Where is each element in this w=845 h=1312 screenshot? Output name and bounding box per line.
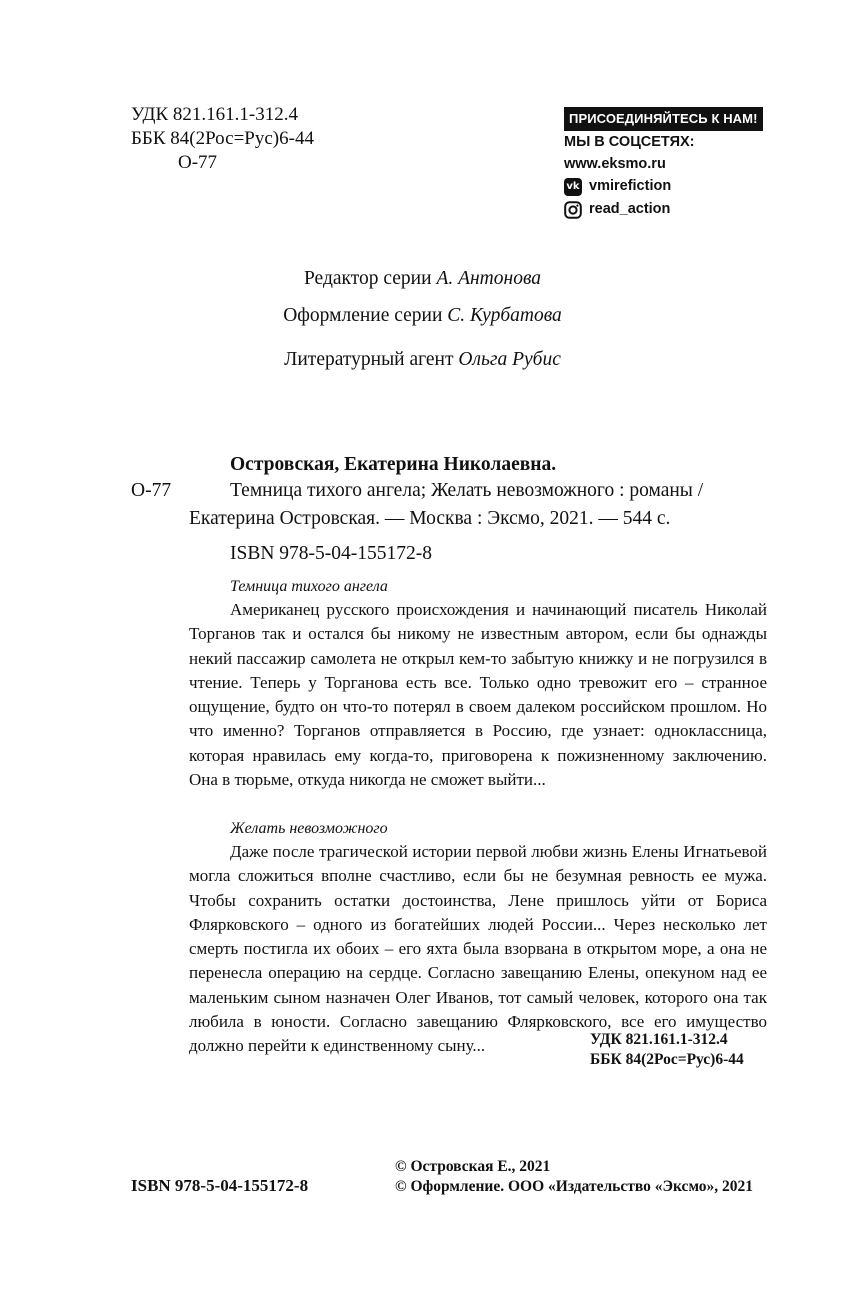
- bbk-code: ББК 84(2Рос=Рус)6-44: [131, 128, 314, 149]
- instagram-handle: read_action: [589, 201, 671, 217]
- udk-code-footer: УДК 821.161.1-312.4: [590, 1031, 728, 1048]
- vk-handle: vmirefiction: [589, 178, 672, 194]
- copyright-design: © Оформление. ООО «Издательство «Эксмо», 2021: [395, 1178, 754, 1195]
- vk-link[interactable]: [564, 175, 763, 198]
- series-editor: Редактор серии А. Антонова: [303, 268, 542, 289]
- annotation-title: Темница тихого ангела: [230, 578, 388, 595]
- social-block: [564, 107, 763, 221]
- author-mark: О-77: [178, 152, 218, 173]
- instagram-link[interactable]: [564, 198, 763, 221]
- annotation-text: Даже после трагической истории первой любви жизнь Елены Игнатьевой могла сложиться вполне счастливо, если бы не безумная ревность ее мужа. Чтобы сохранить остатки достоинства, Лене пришлось уйти от Бориса Флярковского – одного из богатейших людей России... Через несколько лет смерть постигла их обоих – его яхта была взорвана в открытом море, а она не перенесла операцию на сердце. Согласно завещанию Елены, опекуном над ее маленьким сыном назначен Олег Иванов, тот самый человек, которого она так любила в юности. Согласно завещанию Флярковского, все его имущество должно перейти к единственному сыну...: [189, 842, 767, 1056]
- website-link[interactable]: www.eksmo.ru: [564, 156, 666, 172]
- catalog-isbn: ISBN 978-5-04-155172-8: [230, 543, 433, 564]
- annotation-text: Американец русского происхождения и начинающий писатель Николай Торганов так и остался бы никому не известным автором, если бы однажды некий пассажир самолета не открыл кем-то забытую книжку и не погрузился в чтение. Теперь у Торганова есть все. Только одно тревожит его – странное ощущение, будто он что-то потерял в своем далеком российском прошлом. Но что именно? Торганов отправляется в Россию, где узнает: одноклассница, которая нравилась ему когда-то, приговорена к пожизненному заключению. Она в тюрьме, откуда никогда не сможет выйти...: [189, 600, 767, 790]
- udk-bbk-footer: [590, 1030, 744, 1070]
- designer-name: С. Курбатова: [447, 305, 562, 326]
- vk-icon: vk: [564, 178, 582, 196]
- copyright-author: © Островская Е., 2021: [395, 1158, 551, 1175]
- join-banner: ПРИСОЕДИНЯЙТЕСЬ К НАМ!: [564, 107, 763, 131]
- udk-bbk-header: [131, 103, 314, 175]
- annotation-title: Желать невозможного: [230, 820, 388, 837]
- udk-code: УДК 821.161.1-312.4: [131, 104, 298, 125]
- editor-name: А. Антонова: [436, 268, 542, 289]
- catalog-author: Островская, Екатерина Николаевна.: [230, 454, 557, 475]
- series-design: Оформление серии С. Курбатова: [283, 305, 562, 326]
- copyright-block: [395, 1157, 753, 1197]
- catalog-title-line2: Екатерина Островская. — Москва : Эксмо, 2021. — 544 с.: [189, 508, 671, 529]
- instagram-icon: [564, 201, 582, 219]
- isbn-footer: ISBN 978-5-04-155172-8: [131, 1176, 309, 1195]
- catalog-title-line1: Темница тихого ангела; Желать невозможного : романы /: [230, 480, 704, 501]
- agent-name: Ольга Рубис: [458, 349, 561, 370]
- literary-agent: Литературный агент Ольга Рубис: [284, 349, 561, 370]
- bbk-code-footer: ББК 84(2Рос=Рус)6-44: [590, 1051, 744, 1068]
- social-heading: МЫ В СОЦСЕТЯХ:: [564, 134, 695, 150]
- catalog-mark: О-77: [131, 480, 172, 501]
